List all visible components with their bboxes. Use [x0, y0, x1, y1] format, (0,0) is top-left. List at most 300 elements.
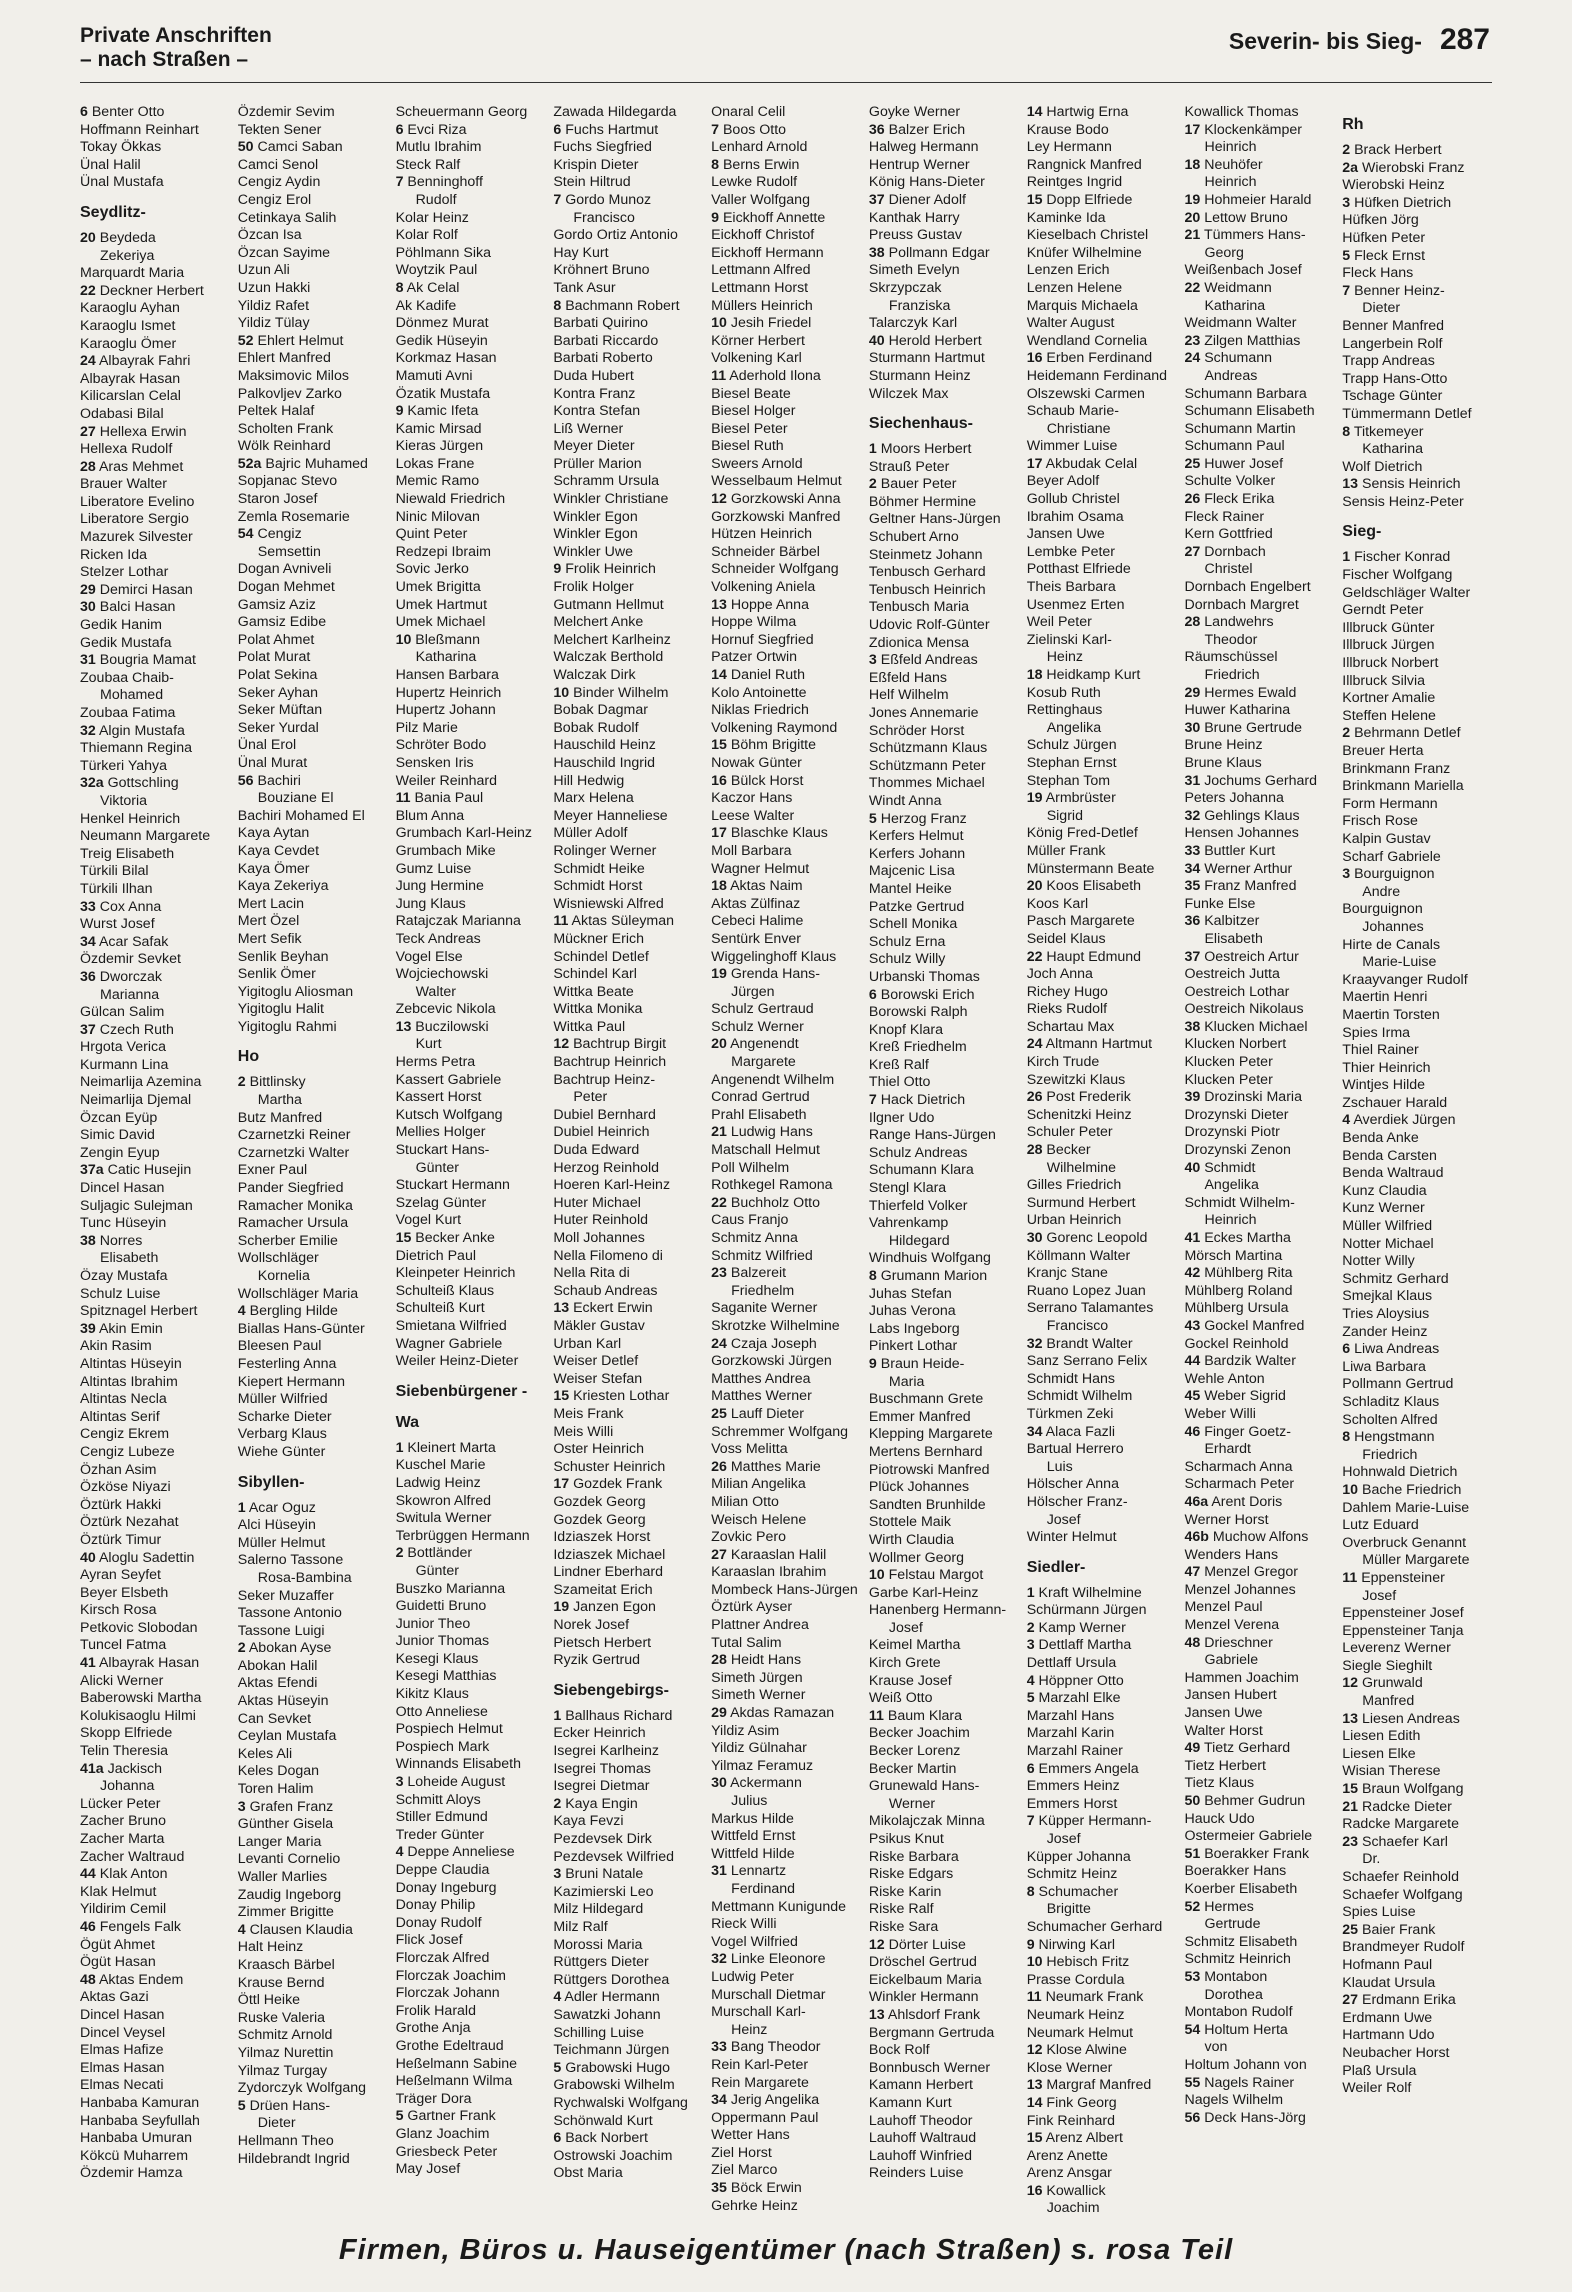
resident-entry — [1342, 1130, 1492, 1148]
resident-name: Zdionica Mensa — [868, 634, 970, 651]
resident-entry — [1342, 602, 1492, 620]
resident-entry — [396, 473, 546, 491]
resident-entry — [1184, 861, 1334, 879]
resident-entry — [1027, 210, 1177, 228]
resident-name: Akdas Ramazan — [730, 1705, 835, 1722]
resident-entry — [238, 1321, 388, 1339]
entry-continuation: Semsettin — [257, 543, 321, 560]
resident-entry — [1184, 2110, 1334, 2128]
resident-name: Schumann Paul — [1184, 438, 1285, 455]
resident-entry — [869, 1761, 1019, 1779]
resident-name: Dincel Hasan — [80, 2006, 165, 2023]
resident-name: Ünal Erol — [237, 737, 297, 754]
resident-entry — [1027, 1072, 1177, 1090]
resident-name: Özhan Asim — [80, 1461, 157, 1478]
resident-entry — [1027, 1424, 1177, 1442]
resident-name: Mettmann Kunigunde — [711, 1898, 846, 1915]
resident-name: Arent Doris — [1211, 1493, 1283, 1510]
resident-name: Deckner Herbert — [99, 282, 204, 299]
resident-entry — [238, 896, 388, 914]
resident-name: Karaoglu Ismet — [80, 317, 176, 334]
resident-name: Heidemann Ferdinand — [1026, 367, 1168, 384]
resident-name: Volkening Karl — [711, 350, 802, 367]
resident-name: Urban Heinrich — [1026, 1212, 1122, 1229]
house-number: 15 — [553, 1388, 570, 1405]
resident-entry — [80, 2060, 230, 2078]
resident-entry — [80, 1321, 230, 1339]
resident-name: Pander Siegfried — [237, 1180, 344, 1197]
resident-entry — [238, 298, 388, 316]
resident-entry — [80, 2113, 230, 2131]
resident-name: Palkovljev Zarko — [237, 385, 342, 402]
resident-name: Moll Barbara — [711, 842, 792, 859]
resident-name: Simeth Werner — [711, 1687, 806, 1704]
resident-name: Hauschild Heinz — [553, 737, 656, 754]
house-number: 22 — [711, 1194, 727, 1211]
resident-name: Kirch Trude — [1026, 1054, 1100, 1071]
resident-name: Griesbeck Peter — [395, 2143, 498, 2160]
resident-entry — [1027, 227, 1177, 245]
resident-name: Tutal Salim — [711, 1634, 782, 1651]
house-number: 6 — [1026, 1760, 1035, 1777]
resident-name: Baberowski Martha — [80, 1690, 202, 1707]
resident-name: Fuchs Siegfried — [553, 139, 652, 156]
resident-entry — [80, 1110, 230, 1128]
resident-name: Saganite Werner — [711, 1300, 818, 1317]
resident-entry — [238, 1640, 388, 1658]
resident-entry — [1342, 195, 1492, 213]
resident-name: Altintas Ibrahim — [80, 1373, 178, 1390]
resident-name: Markus Hilde — [711, 1810, 794, 1827]
resident-name: Eickhoff Hermann — [711, 244, 824, 261]
resident-name: Tenbusch Maria — [868, 599, 970, 616]
resident-name: Müller Adolf — [553, 825, 628, 842]
resident-name: Eßfeld Andreas — [880, 652, 978, 669]
house-number: 17 — [1026, 455, 1043, 472]
resident-entry — [396, 1616, 546, 1634]
resident-name: Schumacher — [1038, 1883, 1119, 1900]
resident-name: Tokay Ökkas — [80, 139, 162, 156]
resident-entry — [553, 1743, 703, 1761]
house-number: 23 — [1184, 332, 1201, 349]
street-heading: Sieg- — [1342, 523, 1382, 541]
resident-entry — [869, 1937, 1019, 1955]
resident-name: Behmer Gudrun — [1204, 1793, 1306, 1809]
resident-entry — [396, 333, 546, 351]
house-number: 27 — [1342, 1992, 1359, 2009]
house-number: 7 — [1026, 1813, 1035, 1830]
resident-entry — [80, 1039, 230, 1057]
resident-name: Schmitz Arnold — [237, 2027, 333, 2044]
resident-name: Pollmann Gertrud — [1342, 1376, 1454, 1393]
resident-entry — [1342, 1112, 1492, 1130]
entry-continuation: Katharina — [415, 649, 477, 666]
resident-entry — [396, 491, 546, 509]
resident-entry — [396, 139, 546, 157]
resident-entry — [396, 1142, 546, 1160]
resident-name: Riske Edgars — [868, 1866, 954, 1883]
resident-name: Krause Bodo — [1026, 121, 1109, 138]
house-number: 36 — [1184, 913, 1201, 930]
resident-name: Kirch Grete — [868, 1655, 941, 1672]
resident-entry — [396, 438, 546, 456]
house-number: 22 — [80, 282, 96, 299]
resident-entry — [869, 1092, 1019, 1110]
resident-name: Talarczyk Karl — [868, 315, 958, 332]
resident-entry — [1184, 350, 1334, 368]
resident-name: Türkmen Zeki — [1026, 1405, 1114, 1422]
resident-entry — [80, 916, 230, 934]
resident-entry — [869, 2077, 1019, 2095]
resident-entry — [80, 1866, 230, 1884]
resident-entry — [553, 491, 703, 509]
resident-name: Rein Margarete — [711, 2074, 809, 2091]
house-number: 8 — [868, 1268, 877, 1284]
resident-name: Czarnetzki Walter — [237, 1144, 350, 1161]
resident-name: Yilmaz Turgay — [237, 2062, 328, 2079]
resident-name: Fengels Falk — [99, 1918, 181, 1935]
entry-continuation: Heinrich — [1204, 1212, 1257, 1229]
resident-name: Niewald Friedrich — [395, 491, 506, 508]
house-number: 1 — [868, 441, 877, 458]
resident-entry — [80, 1919, 230, 1937]
resident-entry — [1184, 1424, 1334, 1442]
house-number: 24 — [1184, 350, 1201, 367]
resident-entry — [711, 1547, 861, 1565]
resident-name: Skowron Alfred — [395, 1492, 491, 1509]
resident-entry — [711, 773, 861, 791]
resident-entry — [711, 966, 861, 984]
resident-entry — [80, 336, 230, 354]
resident-name: Öztürk Nezahat — [80, 1514, 179, 1531]
resident-entry — [553, 1901, 703, 1919]
resident-entry — [1184, 456, 1334, 474]
house-number: 17 — [1184, 121, 1201, 138]
house-number: 31 — [1184, 772, 1201, 789]
entry-continuation: Rudolf — [415, 191, 457, 208]
resident-entry — [80, 617, 230, 635]
entry-continuation: Johanna — [100, 1778, 155, 1795]
entry-continuation: Peter — [573, 1089, 608, 1106]
resident-entry — [396, 1248, 546, 1266]
house-number: 27 — [711, 1546, 727, 1563]
house-number: 30 — [1026, 1230, 1043, 1246]
resident-name: Overbruck Genannt — [1342, 1534, 1467, 1551]
house-number: 28 — [711, 1652, 727, 1669]
resident-entry — [711, 491, 861, 509]
resident-entry — [1342, 1887, 1492, 1905]
resident-entry — [1342, 567, 1492, 585]
resident-name: Rychwalski Wolfgang — [553, 2094, 688, 2111]
resident-entry — [238, 227, 388, 245]
resident-name: Sturmann Heinz — [868, 367, 971, 384]
resident-entry — [1184, 1969, 1334, 1987]
resident-name: Küpper Hermann- — [1038, 1813, 1152, 1830]
heading-line-1: Private Anschriften — [80, 24, 272, 47]
entry-continuation: Elisabeth — [1204, 930, 1263, 947]
resident-name: Zoubaa Fatima — [80, 705, 176, 721]
resident-entry — [1184, 1599, 1334, 1617]
resident-entry — [869, 775, 1019, 793]
resident-name: Teichmann Jürgen — [553, 2042, 670, 2059]
resident-entry — [238, 315, 388, 333]
house-number: 24 — [711, 1335, 727, 1352]
resident-name: Armbrüster — [1045, 790, 1116, 807]
resident-entry — [238, 1939, 388, 1957]
resident-entry — [869, 899, 1019, 917]
resident-entry — [1342, 1236, 1492, 1254]
resident-name: Szelag Günter — [395, 1194, 487, 1211]
resident-name: Kaminke Ida — [1026, 209, 1106, 226]
directory-column — [711, 104, 861, 2214]
resident-entry — [396, 1300, 546, 1318]
resident-entry — [1184, 509, 1334, 527]
resident-entry — [869, 441, 1019, 459]
resident-name: Ratajczak Marianna — [395, 913, 521, 930]
house-number: 19 — [711, 966, 727, 983]
resident-name: Gerndt Peter — [1342, 602, 1424, 619]
resident-name: Quint Peter — [395, 526, 468, 543]
resident-entry — [396, 227, 546, 245]
house-number: 8 — [1342, 1429, 1351, 1446]
resident-entry — [1184, 1705, 1334, 1723]
resident-entry — [1027, 315, 1177, 333]
resident-name: Stuckart Hans- — [395, 1142, 490, 1159]
resident-name: Kolar Rolf — [395, 227, 458, 244]
resident-name: Kolar Heinz — [395, 209, 469, 226]
resident-name: Wendland Cornelia — [1026, 332, 1148, 349]
resident-entry — [1184, 491, 1334, 509]
resident-entry — [711, 1705, 861, 1723]
resident-name: Köllmann Walter — [1026, 1247, 1131, 1264]
resident-name: Potthast Elfriede — [1026, 561, 1131, 578]
house-number: 52 — [1184, 1898, 1201, 1915]
house-number: 9 — [395, 403, 404, 420]
resident-name: Seker Ayhan — [237, 684, 318, 701]
resident-name: Radcke Margarete — [1342, 1816, 1459, 1833]
resident-entry — [238, 825, 388, 843]
resident-name: Arenz Anette — [1026, 2147, 1108, 2164]
resident-entry — [1184, 1951, 1334, 1969]
resident-entry — [711, 2092, 861, 2110]
street-heading: Siebengebirgs- — [553, 1681, 669, 1699]
house-number: 33 — [80, 898, 96, 915]
resident-name: Emmers Heinz — [1026, 1778, 1120, 1795]
resident-name: Strauß Peter — [868, 458, 950, 475]
resident-entry — [869, 828, 1019, 846]
resident-entry — [553, 1582, 703, 1600]
resident-entry — [80, 775, 230, 793]
resident-name: Trapp Hans-Otto — [1342, 370, 1448, 387]
resident-entry — [396, 1124, 546, 1142]
resident-name: Felstau Margot — [888, 1567, 984, 1584]
resident-name: Hrgota Verica — [80, 1039, 166, 1056]
resident-entry — [711, 280, 861, 298]
resident-name: Oster Heinrich — [553, 1441, 645, 1458]
resident-name: Grumbach Karl-Heinz — [395, 825, 532, 842]
resident-name: Kerfers Helmut — [868, 828, 964, 845]
resident-name: Hohnwald Dietrich — [1342, 1464, 1458, 1481]
resident-name: Özdemir Sevket — [80, 951, 181, 968]
resident-name: Smietana Wilfried — [395, 1317, 507, 1334]
resident-name: Can Sevket — [237, 1710, 312, 1727]
house-number: 25 — [711, 1405, 727, 1422]
resident-name: Özay Mustafa — [80, 1268, 168, 1284]
resident-entry — [1027, 2183, 1177, 2201]
resident-entry — [1342, 1077, 1492, 1095]
resident-entry — [711, 1863, 861, 1881]
resident-name: Becker Anke — [415, 1230, 495, 1246]
resident-name: Morossi Maria — [553, 1936, 643, 1953]
resident-name: Özcan Eyüp — [80, 1109, 158, 1126]
resident-name: Brandt Walter — [1046, 1335, 1133, 1352]
resident-entry — [869, 916, 1019, 934]
resident-entry — [711, 157, 861, 175]
resident-name: Ackermann — [730, 1775, 802, 1792]
resident-entry — [1027, 1476, 1177, 1494]
directory-column — [80, 104, 230, 2204]
resident-name: Kreß Friedhelm — [868, 1039, 967, 1056]
resident-name: Ludwig Peter — [711, 1968, 794, 1985]
resident-entry — [711, 1670, 861, 1688]
resident-name: Cengiz — [257, 526, 302, 543]
resident-entry — [711, 1195, 861, 1213]
resident-name: Brauer Walter — [80, 476, 167, 493]
resident-name: Valler Wolfgang — [711, 191, 810, 208]
directory-column — [396, 104, 546, 2204]
resident-name: Camci Saban — [257, 139, 343, 156]
resident-name: Kutsch Wolfgang — [395, 1106, 503, 1123]
resident-entry — [869, 350, 1019, 368]
resident-entry — [1342, 424, 1492, 442]
resident-entry — [1027, 1989, 1177, 2007]
resident-entry — [711, 1388, 861, 1406]
resident-entry — [1027, 931, 1177, 949]
house-number: 8 — [1026, 1883, 1035, 1900]
resident-entry — [1342, 1992, 1492, 2010]
resident-name: Berns Erwin — [722, 156, 800, 173]
resident-name: Bülck Horst — [730, 772, 804, 789]
resident-entry — [711, 104, 861, 122]
resident-entry — [711, 597, 861, 615]
resident-name: Dettlaff Martha — [1038, 1637, 1132, 1654]
house-number: 37 — [868, 191, 885, 208]
resident-name: Höppner Otto — [1038, 1672, 1124, 1689]
resident-entry — [396, 174, 546, 192]
resident-entry — [869, 1022, 1019, 1040]
resident-name: Kerfers Johann — [868, 845, 966, 862]
resident-entry — [1184, 262, 1334, 280]
resident-name: Beyer Adolf — [1026, 473, 1100, 490]
resident-name: Aloglu Sadettin — [98, 1549, 195, 1566]
resident-name: Knüfer Wilhelmine — [1026, 244, 1142, 261]
resident-name: Windt Anna — [868, 792, 942, 809]
resident-entry — [396, 2003, 546, 2021]
resident-entry — [80, 705, 230, 723]
entry-continuation: Theodor — [1204, 631, 1258, 648]
resident-entry — [1342, 1288, 1492, 1306]
resident-name: Bardzik Walter — [1204, 1353, 1296, 1370]
resident-name: Hammen Joachim — [1184, 1669, 1299, 1686]
resident-name: Prüller Marion — [553, 455, 642, 472]
resident-entry — [80, 529, 230, 547]
resident-name: Kriesten Lothar — [573, 1388, 670, 1405]
resident-name: Conrad Gertrud — [711, 1089, 810, 1106]
resident-name: Münstermann Beate — [1026, 860, 1155, 877]
resident-entry — [1342, 2027, 1492, 2045]
resident-name: Räumschüssel — [1184, 649, 1278, 666]
resident-name: Schmidt Hans — [1026, 1370, 1115, 1387]
resident-name: Gumz Luise — [395, 860, 472, 877]
resident-name: Marzahl Karin — [1026, 1725, 1115, 1742]
resident-entry — [553, 1160, 703, 1178]
resident-entry — [80, 1145, 230, 1163]
resident-name: Hirte de Canals — [1342, 936, 1441, 953]
resident-entry — [1027, 350, 1177, 368]
house-number: 27 — [80, 423, 96, 440]
resident-entry — [396, 1019, 546, 1037]
resident-entry — [238, 210, 388, 228]
resident-name: Wittka Monika — [553, 1001, 643, 1018]
resident-entry — [1027, 438, 1177, 456]
resident-entry — [1184, 2075, 1334, 2093]
resident-entry — [869, 1426, 1019, 1444]
resident-entry — [553, 896, 703, 914]
resident-name: Becker Martin — [868, 1760, 957, 1777]
house-number: 45 — [1184, 1388, 1201, 1405]
resident-name: Plattner Andrea — [711, 1617, 809, 1634]
resident-entry — [1184, 1811, 1334, 1829]
resident-name: Margraf Manfred — [1046, 2077, 1152, 2094]
resident-name: Dahlem Marie-Luise — [1342, 1499, 1470, 1516]
resident-name: Kilicarslan Celal — [80, 388, 181, 405]
resident-entry — [553, 1564, 703, 1582]
resident-entry — [1027, 1494, 1177, 1512]
resident-entry — [80, 1796, 230, 1814]
resident-entry — [238, 280, 388, 298]
resident-entry — [396, 755, 546, 773]
resident-name: Deppe Claudia — [395, 1862, 490, 1878]
resident-name: Bock Rolf — [868, 2042, 930, 2059]
resident-name: Wirth Claudia — [868, 1531, 955, 1548]
resident-name: Smejkal Klaus — [1342, 1288, 1433, 1305]
house-number: 49 — [1184, 1740, 1201, 1757]
resident-name: Mert Lacin — [237, 895, 305, 912]
resident-entry — [1027, 2077, 1177, 2095]
resident-name: Kröhnert Bruno — [553, 262, 650, 279]
house-number: 5 — [553, 2059, 562, 2076]
resident-entry — [238, 1675, 388, 1693]
resident-entry — [553, 1849, 703, 1867]
resident-entry — [1027, 1778, 1177, 1796]
house-number: 2 — [1342, 725, 1351, 742]
resident-name: Winkler Christiane — [553, 491, 669, 508]
house-number: 1 — [395, 1439, 404, 1456]
resident-entry — [711, 421, 861, 439]
resident-entry — [80, 1022, 230, 1040]
resident-name: Wetter Hans — [711, 2127, 790, 2144]
resident-name: Knopf Klara — [868, 1021, 944, 1038]
resident-entry — [869, 1725, 1019, 1743]
resident-entry — [238, 1552, 388, 1570]
resident-name: Klepping Margarete — [868, 1426, 993, 1443]
resident-name: Schmitz Anna — [711, 1230, 798, 1246]
resident-entry — [80, 828, 230, 846]
resident-name: Bleesen Paul — [237, 1338, 322, 1355]
resident-entry — [1184, 1459, 1334, 1477]
resident-name: Schmitz Gerhard — [1342, 1270, 1449, 1287]
resident-name: Schartau Max — [1026, 1018, 1115, 1035]
